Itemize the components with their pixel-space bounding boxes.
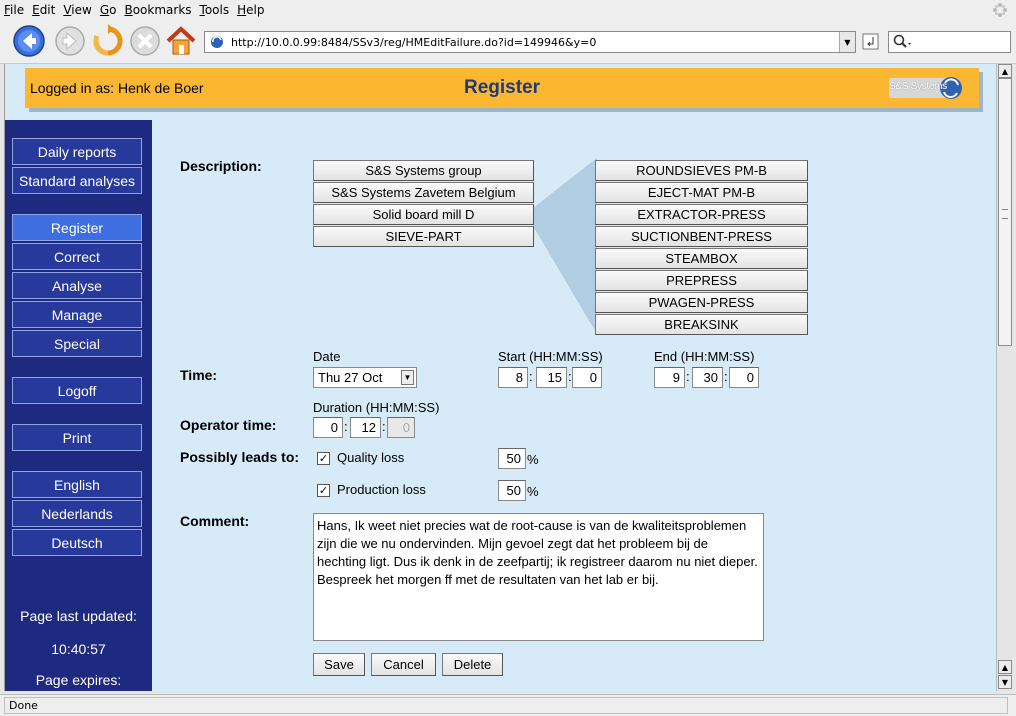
- sidebar-item-deutsch[interactable]: Deutsch: [12, 529, 142, 556]
- sidebar-item-print[interactable]: Print: [12, 424, 142, 451]
- sidebar-item-correct[interactable]: Correct: [12, 243, 142, 270]
- menu-tools[interactable]: Tools: [199, 3, 230, 17]
- logged-in-label: Logged in as: Henk de Boer: [30, 80, 204, 96]
- percent-sign: %: [527, 452, 539, 467]
- duration-label: Duration (HH:MM:SS): [313, 400, 440, 415]
- delete-button[interactable]: Delete: [442, 653, 503, 676]
- menu-view[interactable]: View: [63, 3, 92, 17]
- comment-label: Comment:: [180, 513, 250, 529]
- last-updated-time: 10:40:57: [51, 641, 106, 657]
- time-separator: :: [529, 369, 533, 384]
- description-label: Description:: [180, 158, 262, 174]
- scroll-up-icon[interactable]: ▲: [998, 64, 1012, 78]
- scroll-down-icon[interactable]: ▼: [998, 675, 1012, 689]
- throbber-icon: [992, 2, 1008, 18]
- operator-time-label: Operator time:: [180, 417, 277, 433]
- search-icon: [892, 34, 914, 50]
- search-input[interactable]: [888, 31, 1011, 53]
- end-hours-input[interactable]: 9: [654, 367, 685, 388]
- quality-loss-label: Quality loss: [337, 450, 405, 465]
- go-icon[interactable]: [862, 32, 880, 52]
- start-hours-input[interactable]: 8: [498, 367, 528, 388]
- start-minutes-input[interactable]: 15: [536, 367, 567, 388]
- path-plant-button[interactable]: S&S Systems Zavetem Belgium: [313, 182, 534, 203]
- sidebar-item-daily-reports[interactable]: Daily reports: [12, 138, 142, 165]
- vertical-scrollbar[interactable]: [996, 64, 1012, 691]
- last-updated-label: Page last updated:: [20, 608, 137, 624]
- page-title: Register: [463, 77, 541, 98]
- end-seconds-input[interactable]: 0: [729, 367, 759, 388]
- forward-icon[interactable]: [53, 24, 87, 58]
- sidebar-item-english[interactable]: English: [12, 471, 142, 498]
- production-loss-label: Production loss: [337, 482, 426, 497]
- sidebar-item-nederlands[interactable]: Nederlands: [12, 500, 142, 527]
- component-button[interactable]: EJECT-MAT PM-B: [595, 182, 808, 203]
- url-bar[interactable]: [204, 31, 856, 53]
- status-text: Done: [4, 697, 1008, 714]
- component-button[interactable]: STEAMBOX: [595, 248, 808, 269]
- quality-loss-input[interactable]: 50: [498, 448, 526, 469]
- cancel-button[interactable]: Cancel: [371, 653, 436, 676]
- company-logo: S&S Systems: [889, 75, 965, 101]
- date-label: Date: [313, 349, 341, 364]
- chevron-down-icon: ▼: [401, 370, 414, 385]
- expires-label: Page expires:: [35, 672, 122, 688]
- status-bar: [0, 694, 1016, 716]
- time-separator: :: [568, 369, 572, 384]
- reload-icon[interactable]: [91, 24, 125, 58]
- page-content: [4, 64, 996, 691]
- path-connector: [533, 158, 599, 334]
- sidebar-item-standard-analyses[interactable]: Standard analyses: [12, 167, 142, 194]
- scroll-up-icon[interactable]: ▲: [998, 660, 1012, 674]
- home-icon[interactable]: [164, 24, 198, 58]
- time-separator: :: [686, 369, 690, 384]
- start-seconds-input[interactable]: 0: [572, 367, 602, 388]
- time-label: Time:: [180, 367, 218, 383]
- duration-minutes-input[interactable]: 12: [350, 417, 381, 438]
- component-button[interactable]: EXTRACTOR-PRESS: [595, 204, 808, 225]
- comment-textarea[interactable]: Hans, Ik weet niet precies wat de root-cause is van de kwaliteitsproblemen zijn die we nu ondervinden. Mijn gevoel zegt dat het probleem bij de hechting ligt. Dus ik denk in de zeefpartij; ik registreer daarom nu niet dieper. Bespreek het morgen ff met de resultaten van het lab er bij.: [313, 513, 764, 641]
- component-button[interactable]: SUCTIONBENT-PRESS: [595, 226, 808, 247]
- menu-bookmarks[interactable]: Bookmarks: [124, 3, 192, 17]
- menu-edit[interactable]: Edit: [32, 3, 56, 17]
- percent-sign: %: [527, 484, 539, 499]
- component-button[interactable]: PWAGEN-PRESS: [595, 292, 808, 313]
- menu-bar: [0, 0, 1016, 20]
- sidebar-item-register[interactable]: Register: [12, 214, 142, 241]
- component-button[interactable]: PREPRESS: [595, 270, 808, 291]
- save-button[interactable]: Save: [313, 653, 365, 676]
- sidebar-item-logoff[interactable]: Logoff: [12, 377, 142, 404]
- header-banner: [25, 68, 979, 108]
- sidebar: [5, 120, 152, 691]
- menu-help[interactable]: Help: [237, 3, 265, 17]
- menu-file[interactable]: File: [4, 3, 25, 17]
- end-label: End (HH:MM:SS): [654, 349, 755, 364]
- sidebar-item-special[interactable]: Special: [12, 330, 142, 357]
- path-group-button[interactable]: S&S Systems group: [313, 160, 534, 181]
- scroll-thumb[interactable]: [998, 78, 1012, 346]
- sidebar-item-manage[interactable]: Manage: [12, 301, 142, 328]
- url-text: http://10.0.0.99:8484/SSv3/reg/HMEditFailure.do?id=149946&y=0: [231, 35, 597, 49]
- time-separator: :: [724, 369, 728, 384]
- url-dropdown-icon[interactable]: ▼: [839, 32, 855, 52]
- path-part-button[interactable]: SIEVE-PART: [313, 226, 534, 247]
- time-separator: :: [344, 419, 348, 434]
- site-icon: [210, 35, 224, 49]
- time-separator: :: [382, 419, 386, 434]
- duration-seconds-input: 0: [387, 417, 415, 438]
- sidebar-item-analyse[interactable]: Analyse: [12, 272, 142, 299]
- possibly-leads-label: Possibly leads to:: [180, 449, 300, 465]
- component-button[interactable]: BREAKSINK: [595, 314, 808, 335]
- component-button[interactable]: ROUNDSIEVES PM-B: [595, 160, 808, 181]
- menu-go[interactable]: Go: [99, 3, 117, 17]
- back-icon[interactable]: [12, 24, 46, 58]
- start-label: Start (HH:MM:SS): [498, 349, 603, 364]
- production-loss-input[interactable]: 50: [498, 480, 526, 501]
- duration-hours-input[interactable]: 0: [313, 417, 343, 438]
- quality-loss-checkbox[interactable]: ✓: [318, 452, 329, 465]
- end-minutes-input[interactable]: 30: [692, 367, 723, 388]
- date-select[interactable]: Thu 27 Oct ▼: [313, 367, 417, 388]
- production-loss-checkbox[interactable]: ✓: [318, 484, 329, 497]
- path-mill-button[interactable]: Solid board mill D: [313, 204, 534, 225]
- stop-icon[interactable]: [128, 24, 162, 58]
